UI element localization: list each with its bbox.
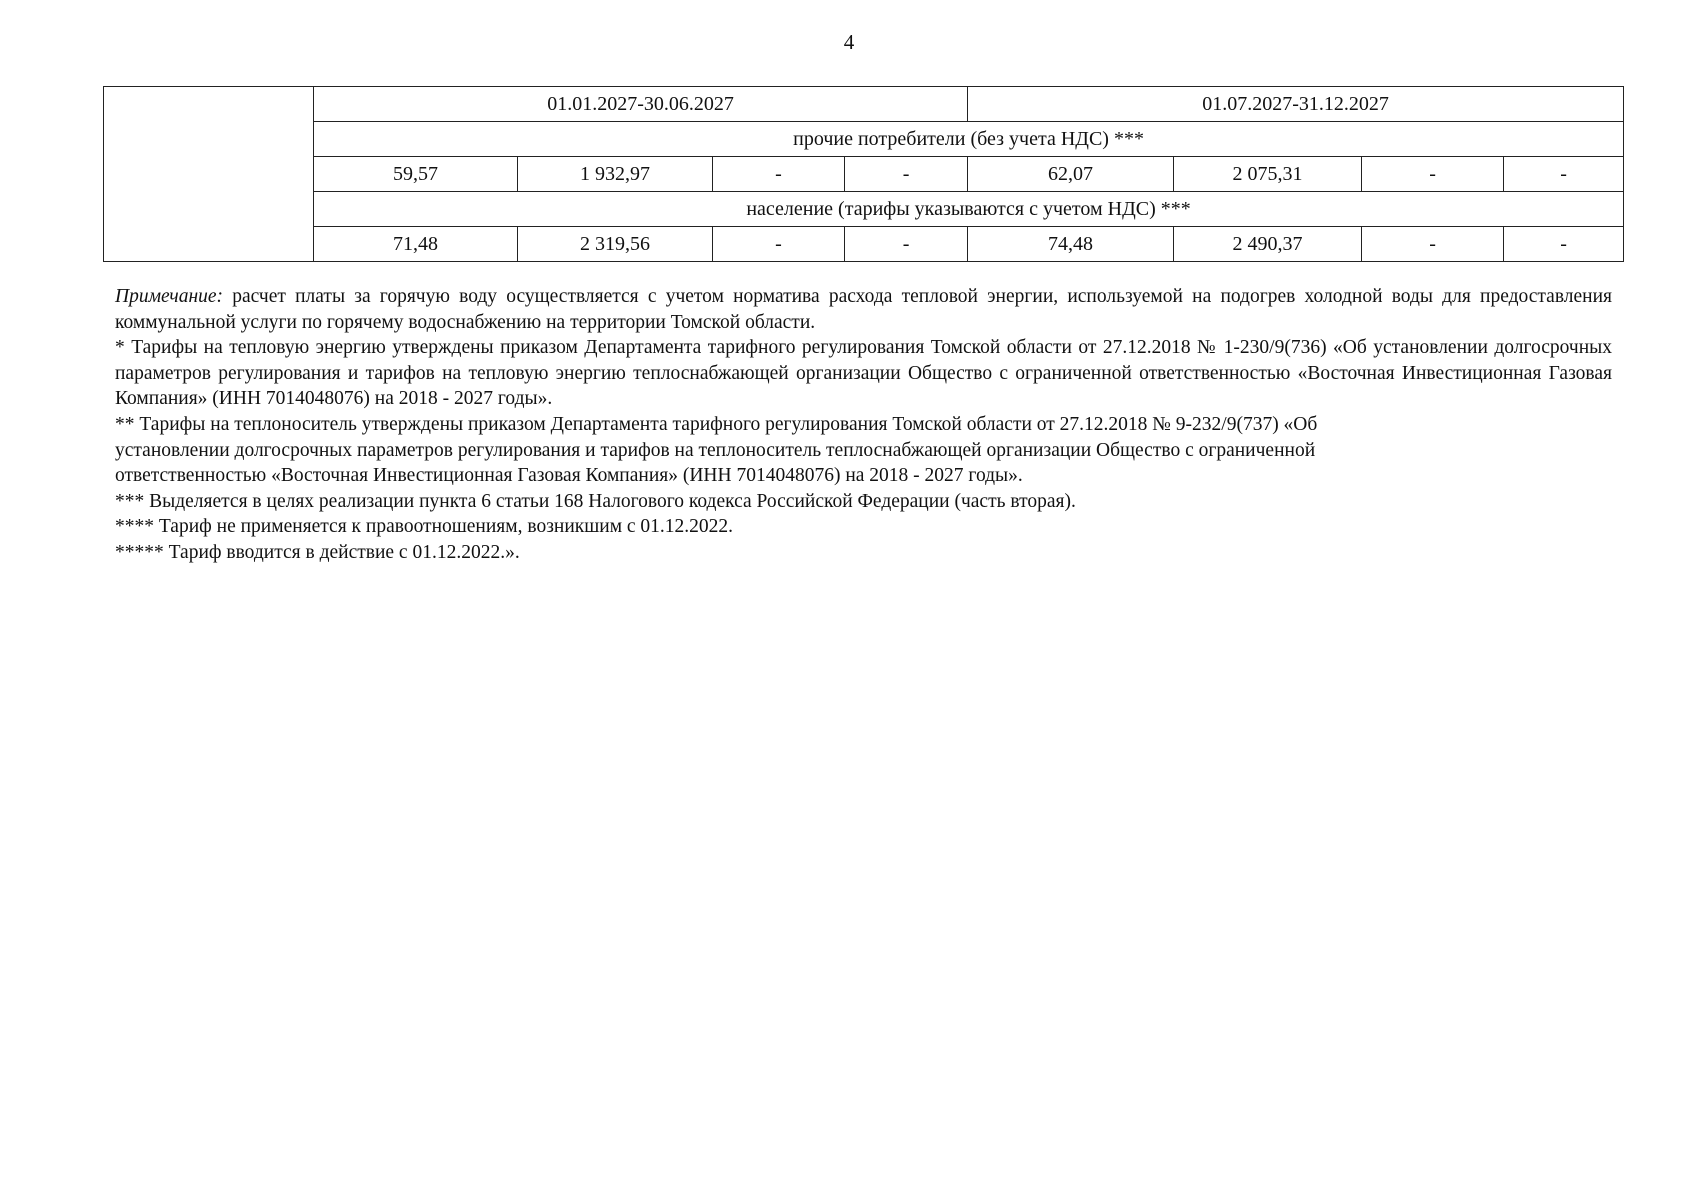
footnote-4: **** Тариф не применяется к правоотношениям, возникшим с 01.12.2022.	[115, 516, 734, 538]
footnote-3: *** Выделяется в целях реализации пункта 6 статьи 168 Налогового кодекса Российской Федерации (часть вторая).	[115, 490, 1076, 512]
page-number: 4	[843, 30, 855, 54]
table-cell: -	[1504, 157, 1624, 192]
footnote-2-line-2: установлении долгосрочных параметров регулирования и тарифов на теплоноситель теплоснабжающей организации Общество с ограниченной	[115, 439, 1316, 461]
footnote-2-line-3: ответственностью «Восточная Инвестиционная Газовая Компания» (ИНН 7014048076) на 2018 - 2027 годы».	[115, 465, 1023, 487]
period-2-header: 01.07.2027-31.12.2027	[968, 87, 1624, 122]
table-cell: 74,48	[968, 227, 1174, 262]
table-row	[104, 157, 1624, 192]
table-cell: 62,07	[968, 157, 1174, 192]
note-paragraph	[115, 284, 1612, 335]
empty-label-cell	[104, 87, 314, 262]
table-cell: -	[1504, 227, 1624, 262]
footnote-1: * Тарифы на тепловую энергию утверждены приказом Департамента тарифного регулирования Томской области от 27.12.2018 № 1-230/9(736) «Об установлении долгосрочных параметров регулирования и тарифов на тепловую энергию теплоснабжающей организации Общество с ограниченной ответственностью «Восточная Инвестиционная Газовая Компания» (ИНН 7014048076) на 2018 - 2027 годы».	[115, 337, 1612, 410]
notes-section	[115, 284, 1612, 566]
table-cell: -	[1362, 227, 1504, 262]
table-cell: -	[845, 227, 968, 262]
note-label: Примечание:	[115, 286, 224, 307]
note-text: расчет платы за горячую воду осуществляется с учетом норматива расхода тепловой энергии, используемой на подогрев холодной воды для предоставления коммунальной услуги по горячему водоснабжению на территории Томской области.	[115, 286, 1612, 333]
table-cell: 1 932,97	[518, 157, 713, 192]
table-cell: -	[845, 157, 968, 192]
table-cell: 71,48	[314, 227, 518, 262]
table-cell: 2 319,56	[518, 227, 713, 262]
table-cell: 2 075,31	[1174, 157, 1362, 192]
footnote-5: ***** Тариф вводится в действие с 01.12.2022.».	[115, 541, 520, 563]
table-cell: -	[713, 227, 845, 262]
footnote-2-line-1: ** Тарифы на теплоноситель утверждены приказом Департамента тарифного регулирования Томской области от 27.12.2018 № 9-232/9(737) «Об	[115, 413, 1318, 435]
table-cell: -	[1362, 157, 1504, 192]
table-cell: -	[713, 157, 845, 192]
group-label-population: население (тарифы указываются с учетом НДС) ***	[314, 192, 1624, 227]
period-header-row	[104, 87, 1624, 122]
group-header-row	[104, 122, 1624, 157]
tariff-table	[103, 86, 1624, 262]
table-cell: 2 490,37	[1174, 227, 1362, 262]
table-cell: 59,57	[314, 157, 518, 192]
group-header-row	[104, 192, 1624, 227]
period-1-header: 01.01.2027-30.06.2027	[314, 87, 968, 122]
table-row	[104, 227, 1624, 262]
group-label-other-consumers: прочие потребители (без учета НДС) ***	[314, 122, 1624, 157]
